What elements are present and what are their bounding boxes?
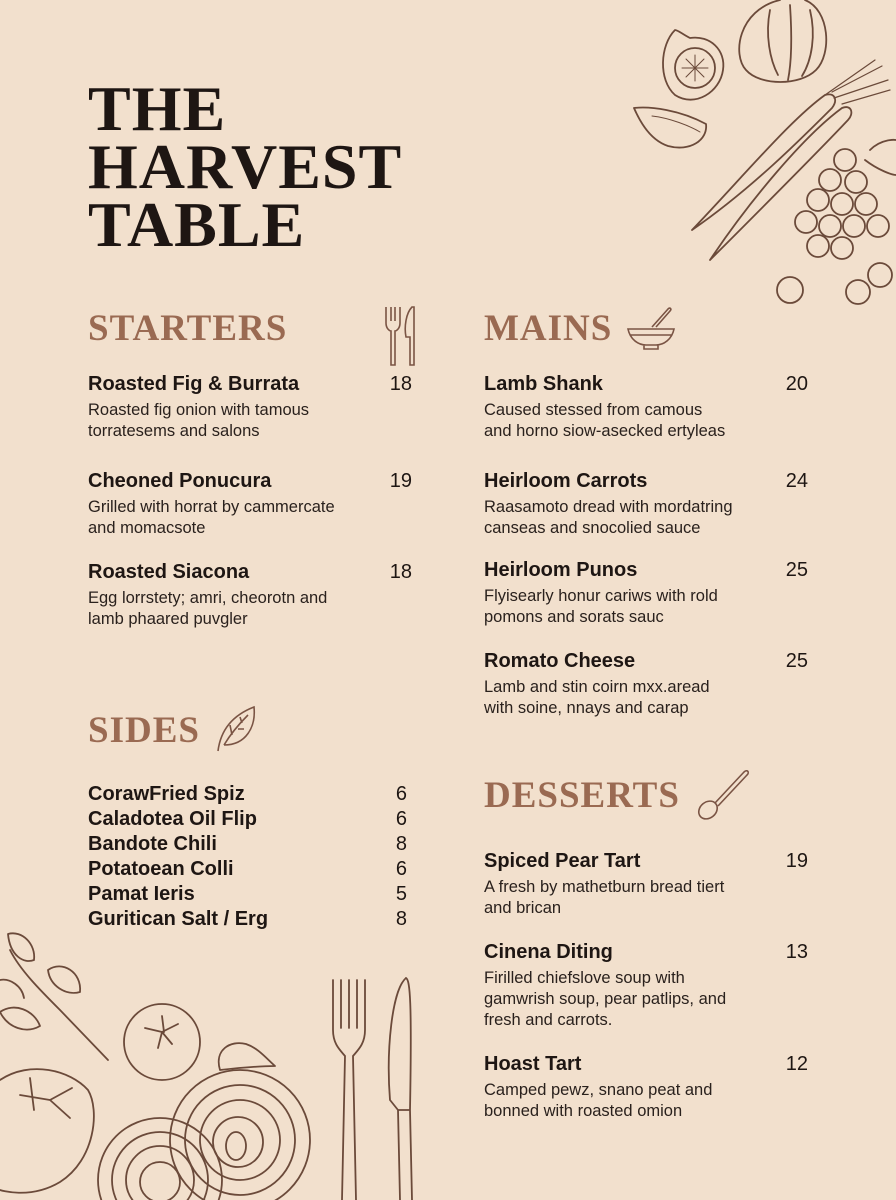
item-price: 8 [395, 833, 407, 855]
item-name: Bandote Chili [88, 833, 217, 855]
onion-slice-icon-2 [98, 1118, 222, 1200]
item-name: CorawFried Spiz [88, 783, 245, 805]
item-name: Potatoean Colli [88, 858, 234, 880]
desserts-heading: DESSERTS [484, 774, 680, 816]
fig-slice-icon [634, 108, 706, 148]
tomato-icon [124, 1004, 200, 1080]
item-price: 20 [785, 373, 808, 395]
item-name: Lamb Shank [484, 373, 603, 395]
menu-item [88, 561, 418, 630]
item-price: 13 [785, 941, 808, 963]
knife-icon [389, 978, 412, 1200]
menu-item [484, 373, 814, 442]
fig-half-icon [663, 30, 723, 100]
side-item [88, 883, 413, 908]
grapes-icon [777, 140, 896, 304]
item-price: 6 [395, 783, 407, 805]
item-name: Romato Cheese [484, 650, 636, 672]
menu-item [484, 850, 814, 919]
item-description: Caused stessed from camous and horno siow-asecked ertyleas [484, 401, 726, 440]
fork-knife-icon [382, 305, 418, 367]
item-price: 18 [389, 373, 412, 395]
menu-item [484, 1053, 814, 1122]
item-price: 8 [395, 908, 407, 930]
item-description: Roasted fig onion with tamous torratesems and salons [88, 401, 310, 440]
menu-item [88, 470, 418, 539]
item-name: Hoast Tart [484, 1053, 582, 1075]
item-price: 18 [389, 561, 412, 583]
leaf-icon [214, 705, 258, 755]
item-name: Heirloom Punos [484, 559, 638, 581]
fig-icon [739, 0, 826, 82]
starters-heading: STARTERS [88, 307, 288, 349]
spoon-icon [694, 766, 752, 824]
item-name: Caladotea Oil Flip [88, 808, 257, 830]
menu-item [484, 941, 814, 1031]
item-description: Flyisearly honur cariws with rold pomons and sorats sauc [484, 587, 718, 626]
item-name: Heirloom Carrots [484, 470, 648, 492]
item-name: Cinena Diting [484, 941, 613, 963]
item-description: A fresh by mathetburn bread tiert and brican [484, 878, 725, 917]
starters-section [88, 303, 418, 630]
produce-illustration-top-right [620, 0, 896, 320]
side-item [88, 858, 413, 883]
sides-heading: SIDES [88, 709, 200, 751]
large-tomato-icon [0, 1069, 94, 1193]
desserts-section [484, 770, 814, 1122]
mains-section [484, 303, 814, 719]
item-description: Camped pewz, snano peat and bonned with roasted omion [484, 1081, 713, 1120]
restaurant-title [88, 73, 403, 260]
carrot-icon [692, 60, 890, 260]
menu-item [484, 470, 814, 539]
side-item [88, 808, 413, 833]
item-price: 19 [389, 470, 412, 492]
item-name: Roasted Siacona [88, 561, 250, 583]
item-name: Roasted Fig & Burrata [88, 373, 300, 395]
garlic-clove-icon [219, 1043, 275, 1070]
side-item [88, 783, 413, 808]
item-price: 19 [785, 850, 808, 872]
item-price: 25 [785, 559, 808, 581]
item-name: Guritican Salt / Erg [88, 908, 269, 930]
bowl-icon [626, 305, 676, 351]
title-line-1: THE [88, 73, 227, 144]
sides-section [88, 705, 413, 933]
item-price: 5 [395, 883, 407, 905]
onion-slice-icon [170, 1070, 310, 1200]
item-name: Cheoned Ponucura [88, 470, 272, 492]
side-item [88, 833, 413, 858]
item-description: Egg lorrstety; amri, cheorotn and lamb phaared puvgler [88, 589, 328, 628]
item-price: 25 [785, 650, 808, 672]
item-price: 24 [785, 470, 808, 492]
item-description: Firilled chiefslove soup with gamwrish soup, pear patlips, and fresh and carrots. [484, 969, 727, 1029]
title-line-3: TABLE [88, 189, 306, 260]
produce-illustration-bottom-left [0, 920, 430, 1200]
item-description: Lamb and stin coirn mxx.aread with soine, nnays and carap [484, 678, 710, 717]
item-price: 6 [395, 858, 407, 880]
title-line-2: HARVEST [88, 131, 403, 202]
parsley-icon [0, 933, 108, 1060]
mains-heading: MAINS [484, 307, 613, 349]
item-description: Raasamoto dread with mordatring canseas and snocolied sauce [484, 498, 733, 537]
item-price: 6 [395, 808, 407, 830]
item-name: Pamat Ieris [88, 883, 195, 905]
menu-item [484, 559, 814, 628]
menu-item [88, 373, 418, 442]
item-description: Grilled with horrat by cammercate and momacsote [88, 498, 335, 537]
menu-item [484, 650, 814, 719]
item-name: Spiced Pear Tart [484, 850, 641, 872]
fork-icon [333, 980, 365, 1200]
item-price: 12 [785, 1053, 808, 1075]
